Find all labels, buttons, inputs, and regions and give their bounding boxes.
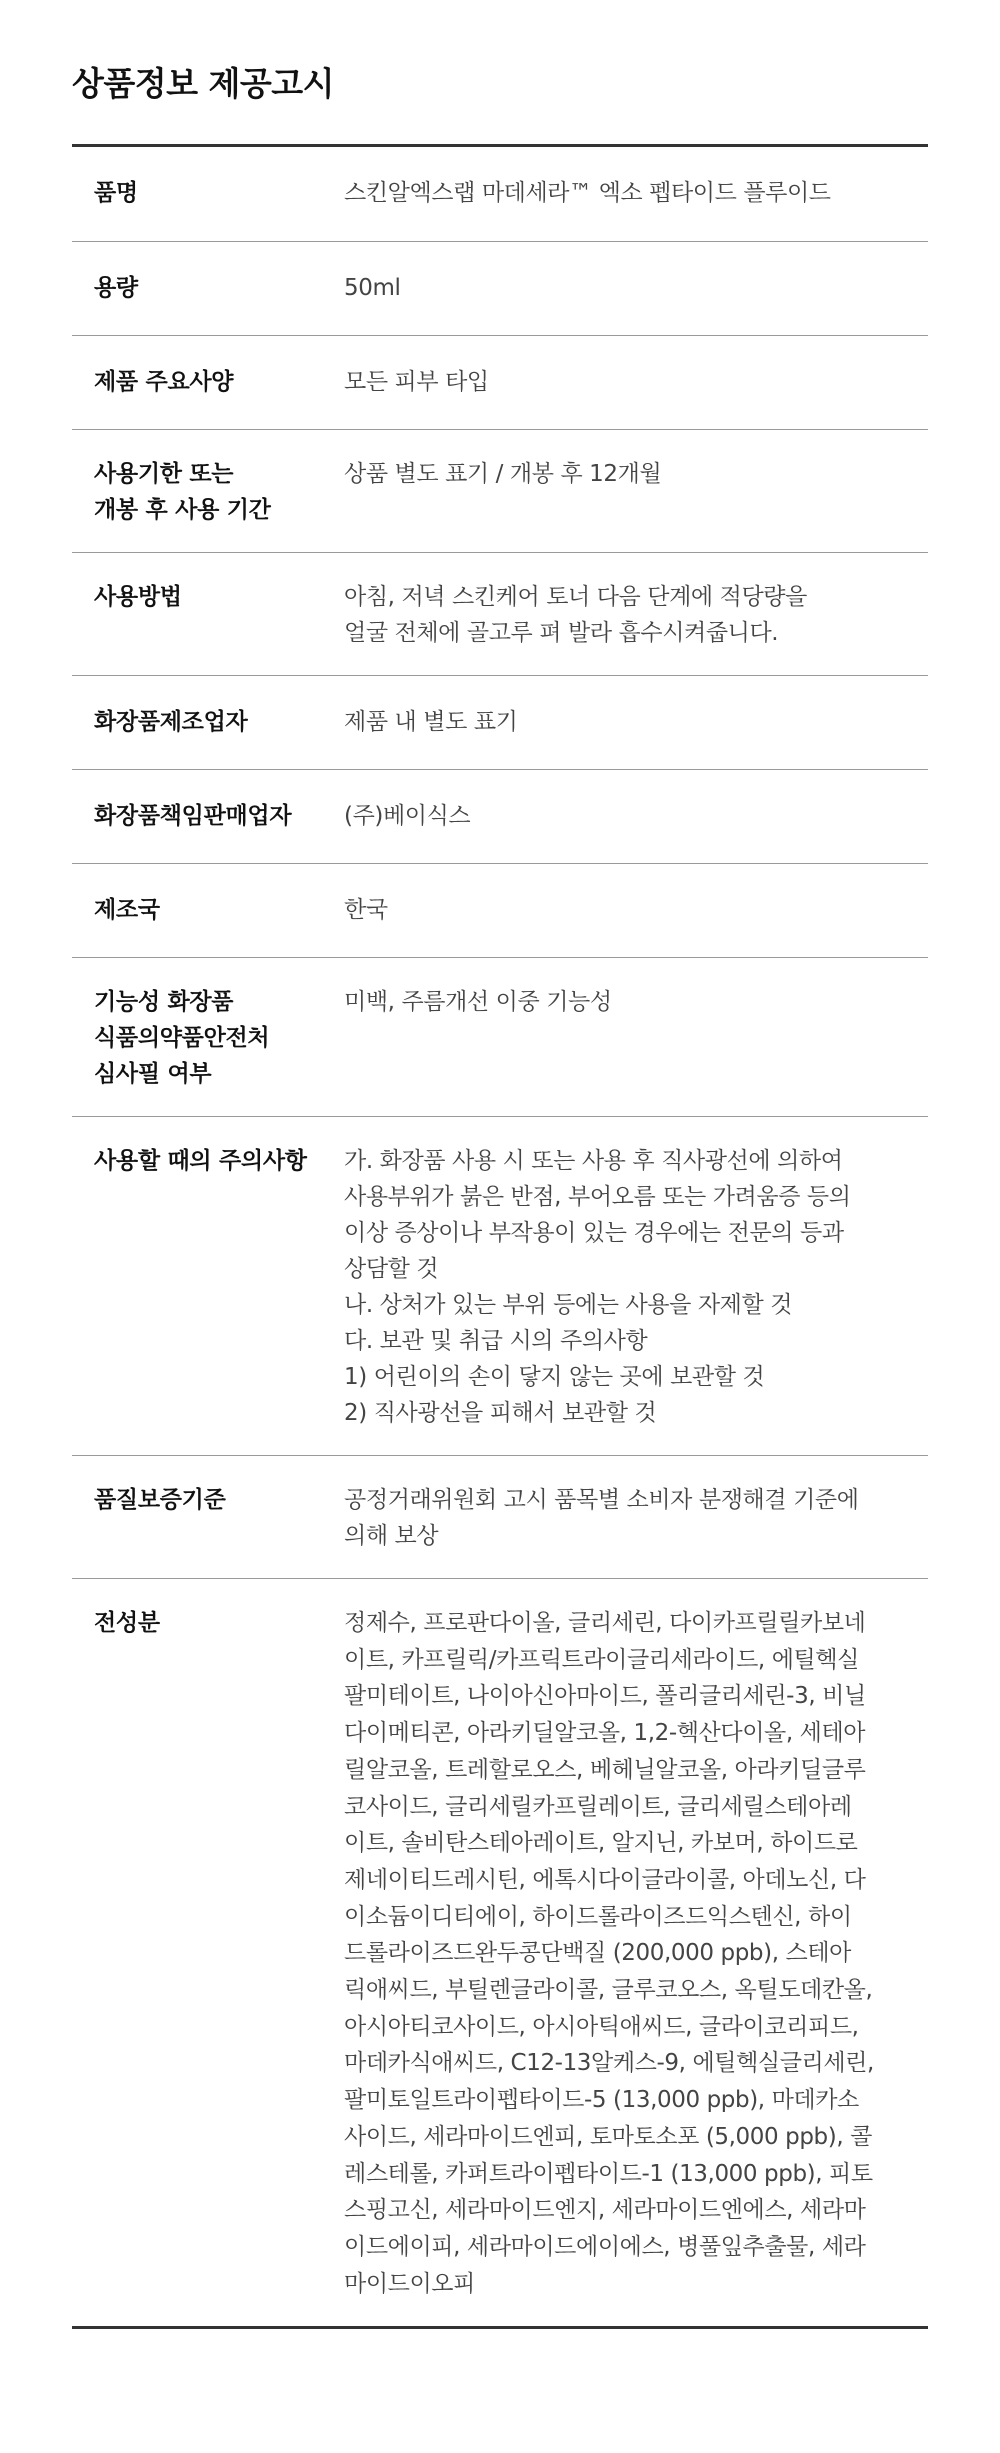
row-value: 미백, 주름개선 이중 기능성: [344, 989, 612, 1015]
row-label: 전성분: [94, 1610, 160, 1636]
row-label: 기능성 화장품 식품의약품안전처 심사필 여부: [94, 989, 270, 1087]
row-label: 사용할 때의 주의사항: [94, 1148, 307, 1174]
table-row-manufacturer: [72, 675, 928, 769]
table-row-ingredients: [72, 1578, 928, 2326]
page-title: 상품정보 제공고시: [72, 64, 335, 103]
table-row-expiry: [72, 429, 928, 552]
table-row-volume: [72, 241, 928, 335]
table-row-distributor: [72, 769, 928, 863]
row-label: 사용기한 또는 개봉 후 사용 기간: [94, 461, 271, 523]
row-value: 제품 내 별도 표기: [344, 709, 518, 735]
row-label: 화장품책임판매업자: [94, 803, 292, 829]
row-label: 제조국: [94, 897, 160, 923]
row-label: 사용방법: [94, 584, 182, 610]
table-row-main-spec: [72, 335, 928, 429]
row-value: 정제수, 프로판다이올, 글리세린, 다이카프릴릴카보네 이트, 카프릴릭/카프릭트라이글리세라이드, 에틸헥실 팔미테이트, 나이아신아마이드, 폴리글리세린-3, 비닐 다이메티콘, 아라키딜알코올, 1,2-헥산다이올, 세테아 릴알코올, 트레할로오스, 베헤닐알코올, 아라키딜글루 코사이드, 글리세릴카프릴레이트, 글리세릴스테아레 이트, 솔비탄스테아레이트, 알지닌, 카보머, 하이드로 제네이티드레시틴, 에톡시다이글라이콜, 아데노신, 다 이소듐이디티에이, 하이드롤라이즈드익스텐신, 하이 드롤라이즈드완두콩단백질 (200,000 ppb), 스테아 릭애씨드, 부틸렌글라이콜, 글루코오스, 옥틸도데칸올, 아시아티코사이드, 아시아틱애씨드, 글라이코리피드, 마데카식애씨드, C12-13알케스-9, 에틸헥실글리세린, 팔미토일트라이펩타이드-5 (13,000 ppb), 마데카소 사이드, 세라마이드엔피, 토마토소포 (5,000 ppb), 콜 레스테롤, 카퍼트라이펩타이드-1 (13,000 ppb), 피토 스핑고신, 세라마이드엔지, 세라마이드엔에스, 세라마 이드에이피, 세라마이드에이에스, 병풀잎추출물, 세라 마이드이오피: [344, 1610, 874, 2297]
table-row-usage: [72, 552, 928, 675]
row-value: 공정거래위원회 고시 품목별 소비자 분쟁해결 기준에 의해 보상: [344, 1487, 859, 1549]
table-row-country: [72, 863, 928, 957]
row-value: 상품 별도 표기 / 개봉 후 12개월: [344, 461, 662, 487]
row-value: 아침, 저녁 스킨케어 토너 다음 단계에 적당량을 얼굴 전체에 골고루 펴 발라 흡수시켜줍니다.: [344, 584, 807, 646]
row-value: 스킨알엑스랩 마데세라™ 엑소 펩타이드 플루이드: [344, 180, 831, 206]
row-label: 품명: [94, 180, 138, 206]
product-info-table: [72, 144, 928, 2329]
row-label: 제품 주요사양: [94, 369, 234, 395]
row-label: 품질보증기준: [94, 1487, 226, 1513]
table-row-functional: [72, 957, 928, 1116]
row-value: (주)베이식스: [344, 803, 471, 829]
row-label: 화장품제조업자: [94, 709, 248, 735]
table-row-precautions: [72, 1116, 928, 1455]
row-value: 가. 화장품 사용 시 또는 사용 후 직사광선에 의하여 사용부위가 붉은 반점, 부어오름 또는 가려움증 등의 이상 증상이나 부작용이 있는 경우에는 전문의 등과 상담할 것 나. 상처가 있는 부위 등에는 사용을 자제할 것 다. 보관 및 취급 시의 주의사항 1) 어린이의 손이 닿지 않는 곳에 보관할 것 2) 직사광선을 피해서 보관할 것: [344, 1148, 851, 1426]
table-row-product-name: [72, 147, 928, 241]
row-label: 용량: [94, 275, 138, 301]
row-value: 모든 피부 타입: [344, 369, 489, 395]
row-value: 50ml: [344, 275, 401, 301]
row-value: 한국: [344, 897, 388, 923]
table-row-quality: [72, 1455, 928, 1578]
